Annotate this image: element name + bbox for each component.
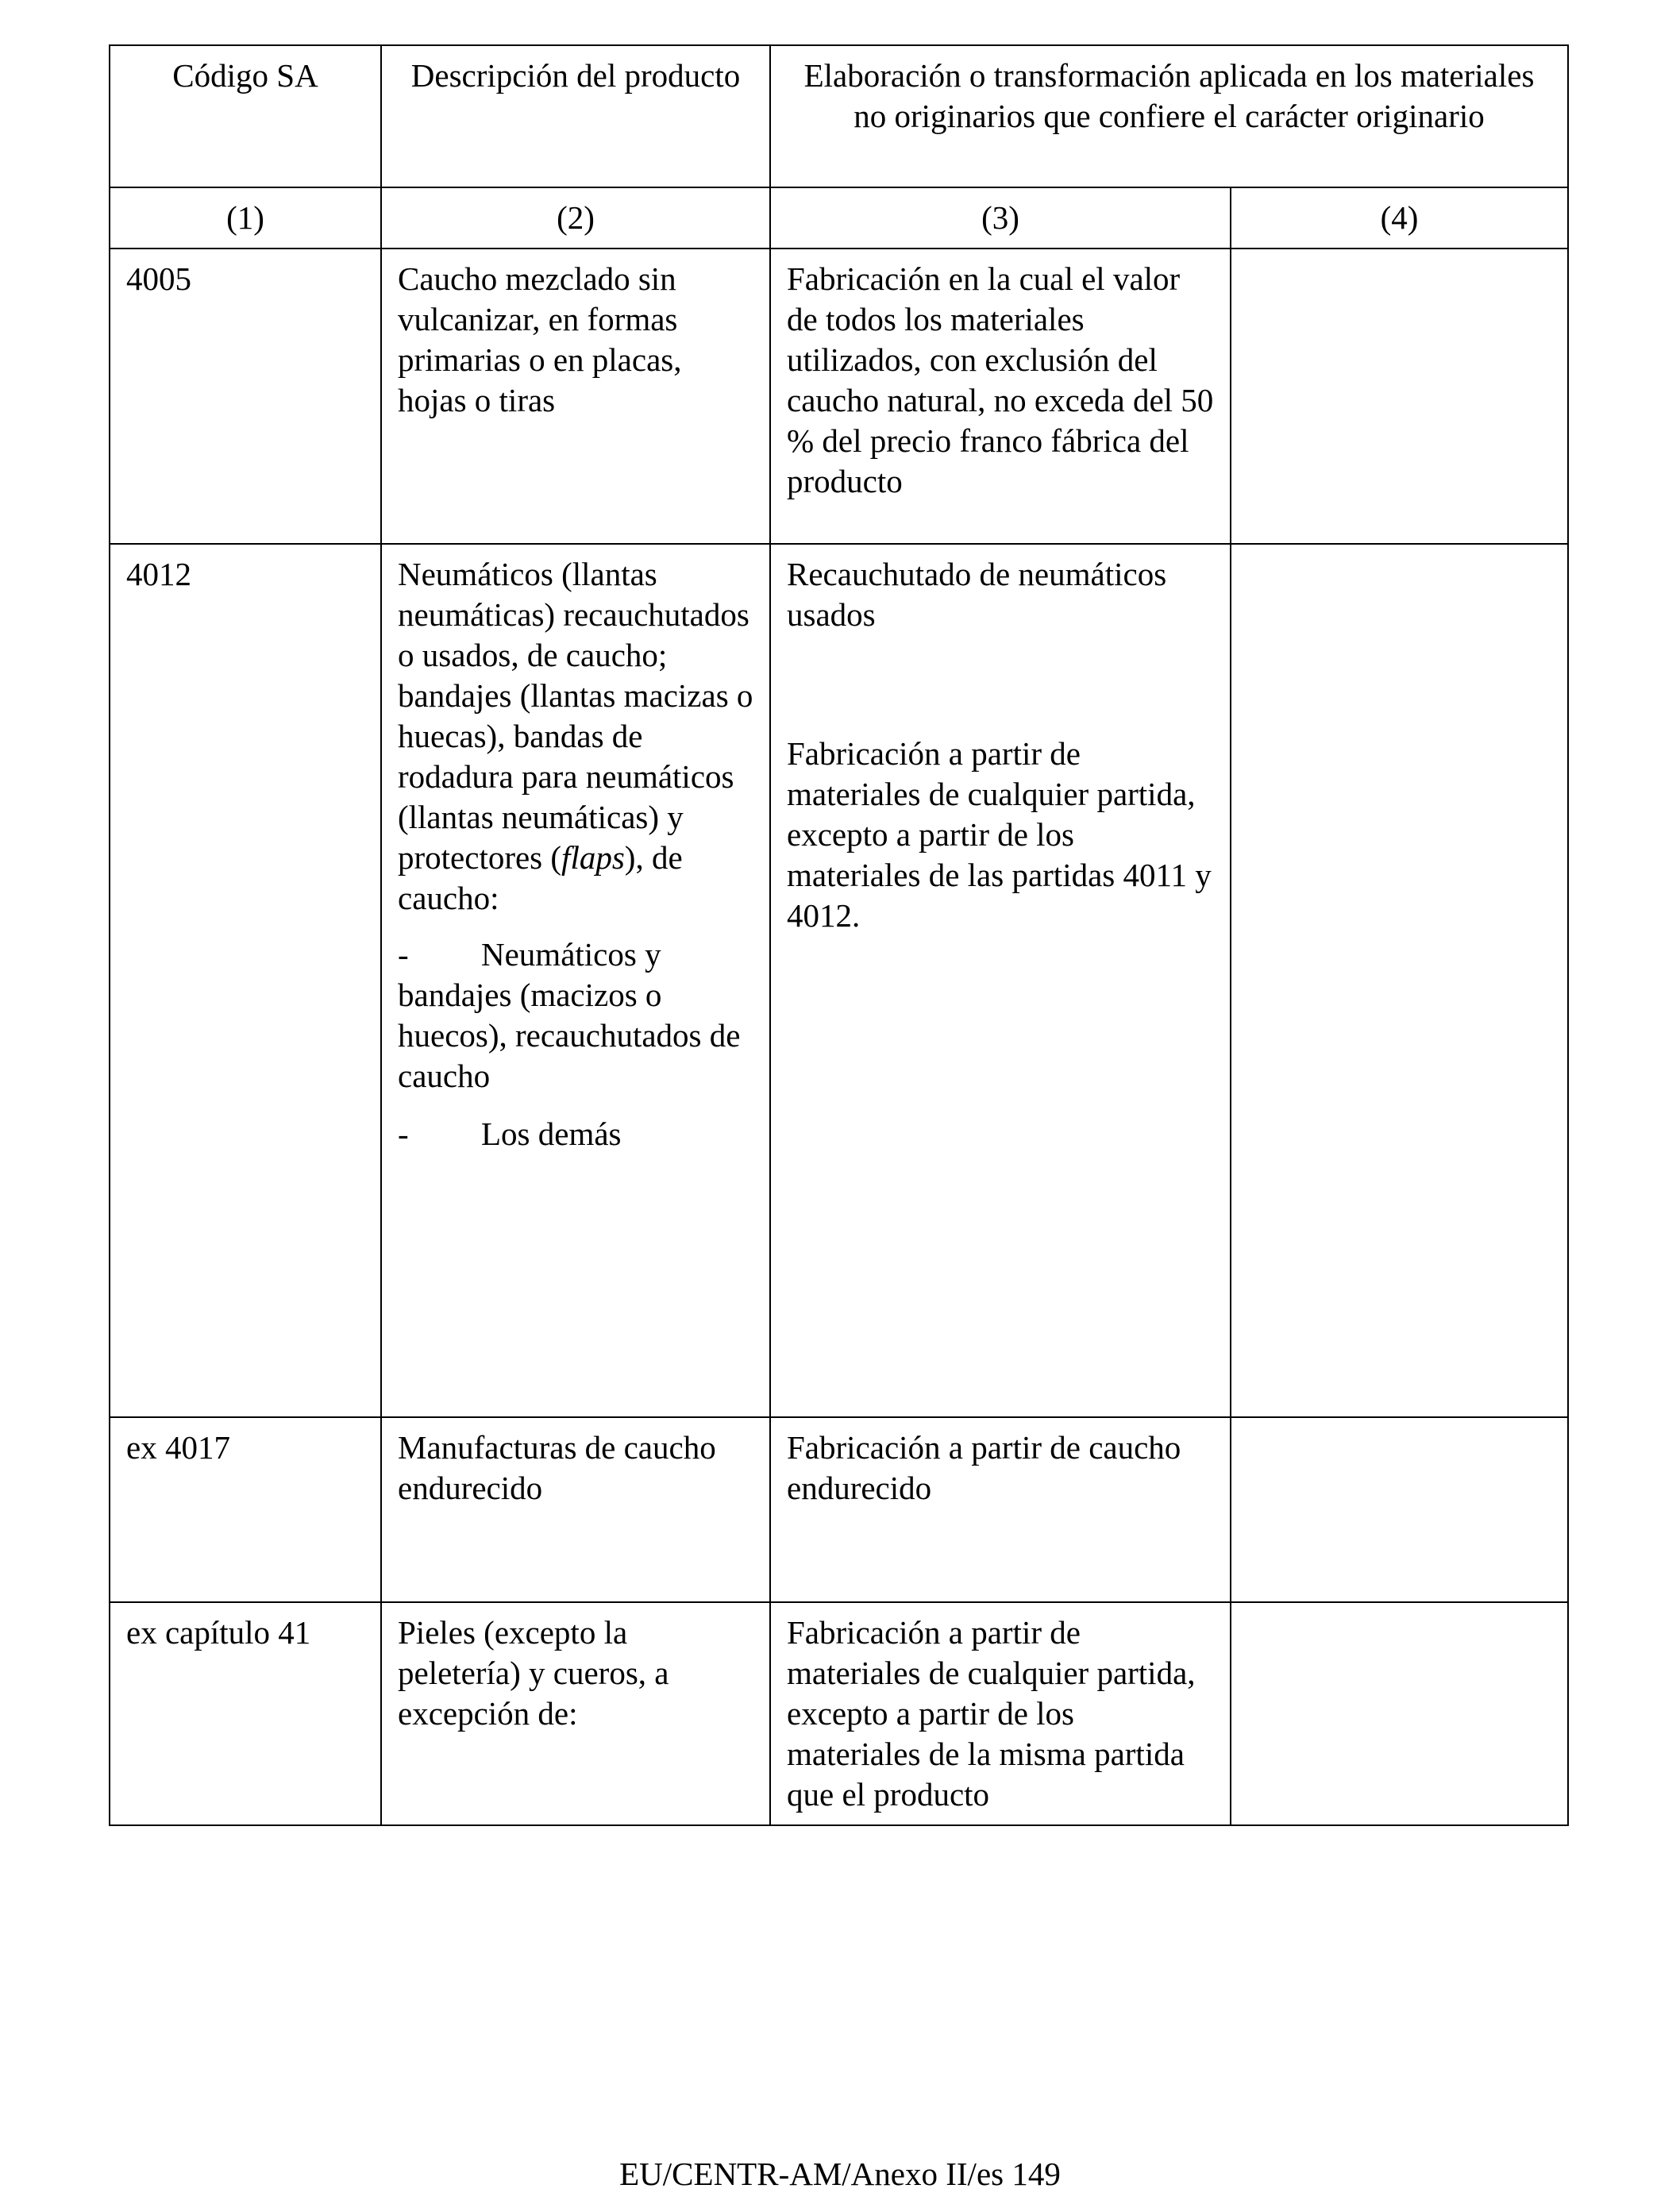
- row-alt-rule: [1231, 544, 1568, 1417]
- row-code: 4005: [110, 249, 381, 544]
- row-description: Caucho mezclado sin vulcanizar, en formas primarias o en placas, hojas o tiras: [381, 249, 770, 544]
- table-row: [110, 544, 1568, 1417]
- row-rule: Fabricación en la cual el valor de todos los materiales utilizados, con exclusión del caucho natural, no exceda del 50 % del precio franco fábrica del producto: [770, 249, 1231, 544]
- col-number-2: (2): [381, 187, 770, 249]
- italic-term: flaps: [561, 839, 625, 876]
- header-code: Código SA: [110, 45, 381, 187]
- header-processing: Elaboración o transformación aplicada en los materiales no originarios que confiere el carácter originario: [770, 45, 1568, 187]
- col-number-1: (1): [110, 187, 381, 249]
- column-number-row: [110, 187, 1568, 249]
- row-rule: Fabricación a partir de caucho endurecido: [770, 1417, 1231, 1602]
- row-description: Manufacturas de caucho endurecido: [381, 1417, 770, 1602]
- table-row: [110, 249, 1568, 544]
- col-number-3: (3): [770, 187, 1231, 249]
- table-row: [110, 1417, 1568, 1602]
- row-code: ex capítulo 41: [110, 1602, 381, 1825]
- row-alt-rule: [1231, 249, 1568, 544]
- row-alt-rule: [1231, 1417, 1568, 1602]
- rules-table: [109, 44, 1569, 1826]
- header-row: [110, 45, 1568, 187]
- subheading-rule: Recauchutado de neumáticos usados: [787, 556, 1167, 633]
- header-description: Descripción del producto: [381, 45, 770, 187]
- subheading-rule: Fabricación a partir de materiales de cualquier partida, excepto a partir de los materiales de las partidas 4011 y 4012.: [787, 735, 1212, 934]
- row-code: 4012: [110, 544, 381, 1417]
- subheading-description: - Neumáticos y bandajes (macizos o huecos), recauchutados de caucho: [398, 936, 741, 1094]
- table-row: [110, 1602, 1568, 1825]
- subheading-description: - Los demás: [398, 1115, 622, 1152]
- row-rule: [770, 544, 1231, 1417]
- col-number-4: (4): [1231, 187, 1568, 249]
- page-footer: EU/CENTR-AM/Anexo II/es 149: [619, 2156, 1061, 2192]
- row-description: [381, 544, 770, 1417]
- row-rule: Fabricación a partir de materiales de cualquier partida, excepto a partir de los materiales de la misma partida que el producto: [770, 1602, 1231, 1825]
- row-code: ex 4017: [110, 1417, 381, 1602]
- row-alt-rule: [1231, 1602, 1568, 1825]
- heading-description: Neumáticos (llantas neumáticas) recauchutados o usados, de caucho; bandajes (llantas macizas o huecas), bandas de rodadura para neumáticos (llantas neumáticas) y protectores (flaps), de caucho:: [398, 556, 753, 916]
- row-description: Pieles (excepto la peletería) y cueros, a excepción de:: [381, 1602, 770, 1825]
